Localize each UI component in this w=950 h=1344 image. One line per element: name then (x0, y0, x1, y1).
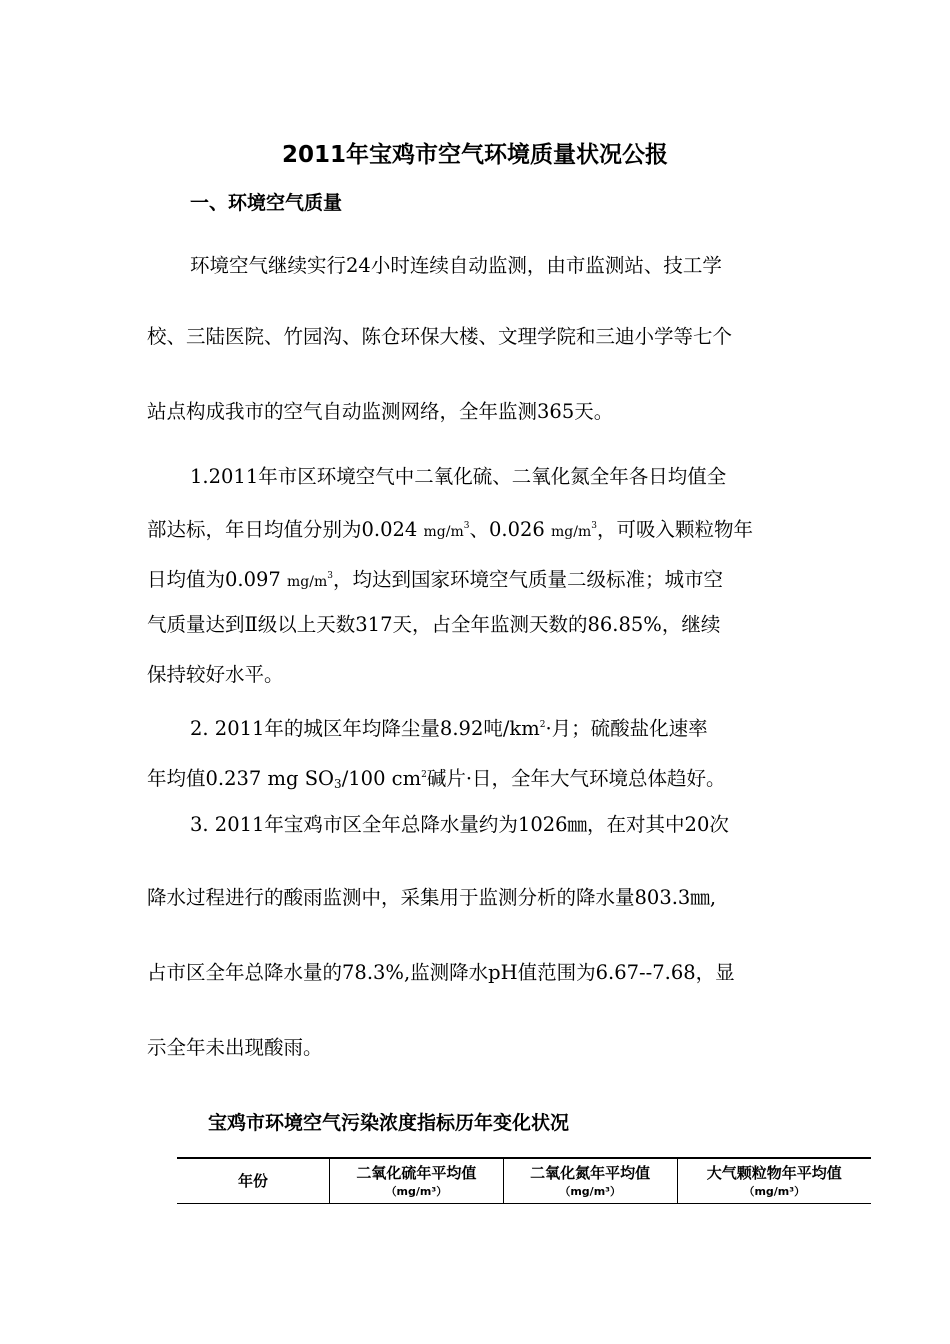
item1-line3: 日均值为0.097 $mg/m^3$，均达到国家环境空气质量二级标准；城市空 (147, 568, 724, 591)
para1-line1: 环境空气继续实行24小时连续自动监测，由市监测站、技工学 (190, 254, 722, 277)
pollution-table (177, 1157, 871, 1204)
para1-line2: 校、三陆医院、竹园沟、陈仓环保大楼、文理学院和三迪小学等七个 (147, 325, 733, 348)
item3-line2: 降水过程进行的酸雨监测中，采集用于监测分析的降水量803.3㎜, (147, 886, 717, 909)
para1-line3: 站点构成我市的空气自动监测网络，全年监测365天。 (147, 400, 614, 423)
table-header-row (177, 1158, 871, 1204)
item3-line1: 3. 2011年宝鸡市区全年总降水量约为1026㎜，在对其中20次 (190, 813, 729, 836)
item2-line1: 2. 2011年的城区年均降尘量8.92吨$/km^2\cdot$月；硫酸盐化速率 (190, 717, 708, 740)
item1-line1: 1.2011年市区环境空气中二氧化硫、二氧化氮全年各日均值全 (190, 465, 727, 488)
header-year: 年份 (177, 1158, 330, 1204)
item1-line2: 部达标，年日均值分别为0.024 $mg/m^3$、0.026 $mg/m^3$，可吸入颗粒物年 (147, 518, 754, 541)
item3-line4: 示全年未出现酸雨。 (147, 1036, 323, 1059)
item2-line2: 年均值0.237 mg $SO_3/100$ $cm^2$碱片·日，全年大气环境总体趋好。 (147, 767, 726, 791)
page-title: 2011年宝鸡市空气环境质量状况公报 (281, 142, 668, 168)
header-particulate: 大气颗粒物年平均值 （mg/m³） (677, 1158, 871, 1204)
section-heading: 一、环境空气质量 (190, 192, 343, 214)
header-no2: 二氧化氮年平均值 （mg/m³） (503, 1158, 677, 1204)
table-caption: 宝鸡市环境空气污染浓度指标历年变化状况 (208, 1112, 570, 1134)
header-so2: 二氧化硫年平均值 （mg/m³） (330, 1158, 504, 1204)
item1-line4: 气质量达到Ⅱ级以上天数317天，占全年监测天数的86.85%，继续 (147, 613, 721, 636)
item1-line5: 保持较好水平。 (147, 663, 284, 686)
item3-line3: 占市区全年总降水量的78.3%,监测降水pH值范围为6.67--7.68，显 (147, 961, 735, 984)
